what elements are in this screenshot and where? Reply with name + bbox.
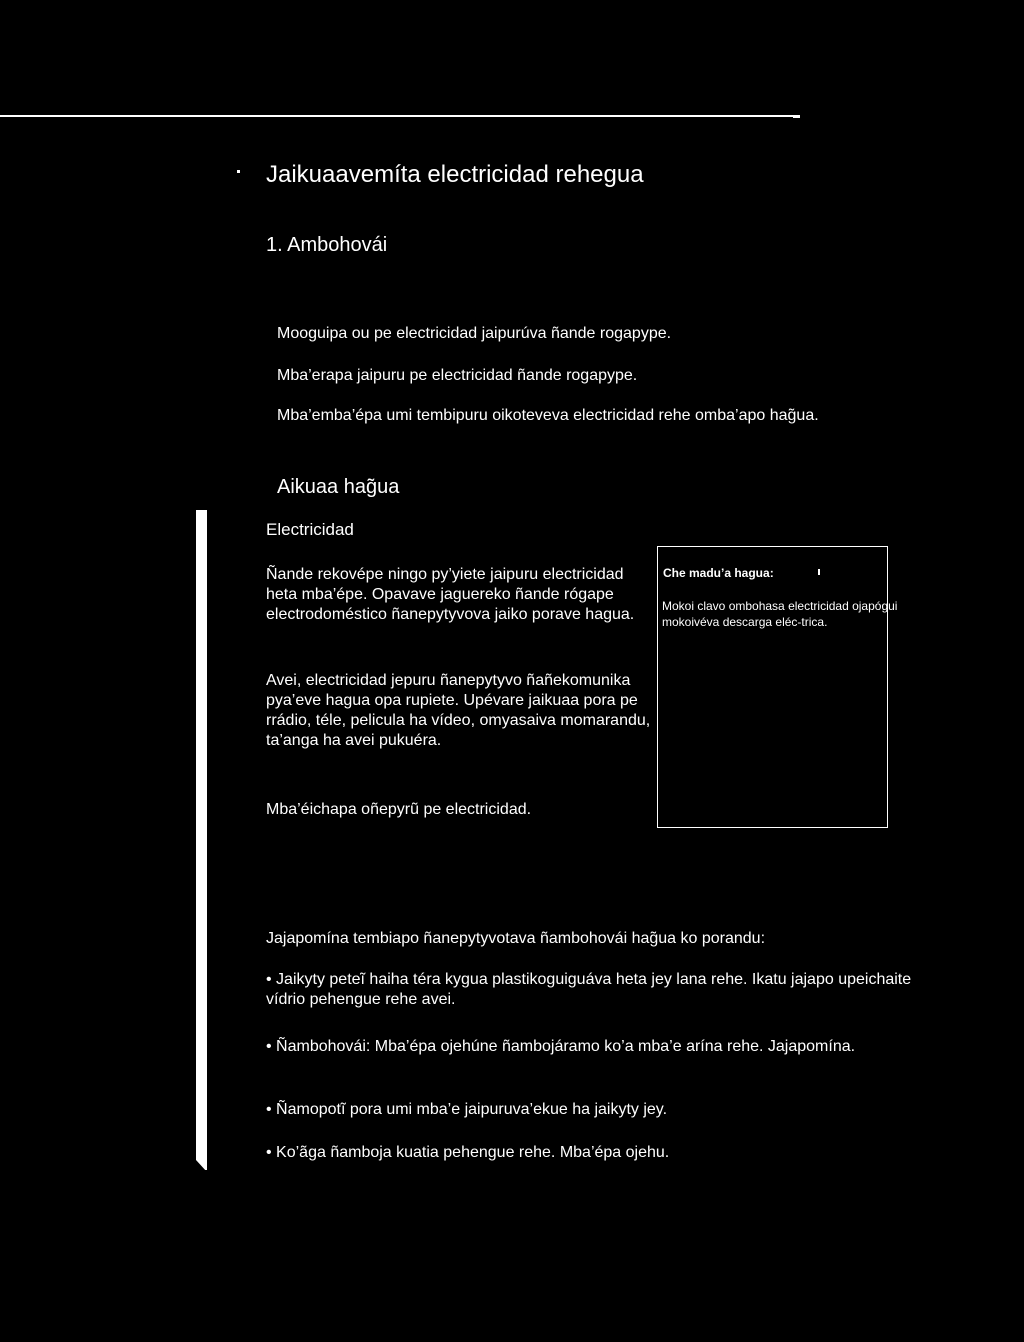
objective-3: Mba’emba’épa umi tembipuru oikoteveva electricidad rehe omba’apo hag̃ua. [277,407,819,424]
callout-title: Che madu’a hagua: [663,566,774,580]
topic-label: Electricidad [266,520,354,539]
instruction-item-3: • Ñamopotĩ pora umi mba’e jaipuruva’ekue ha jaikyty jey. [266,1101,668,1118]
page-title: Jaikuaavemíta electricidad rehegua [266,161,644,188]
instruction-item-4: • Ko’ãga ñamboja kuatia pehengue rehe. Mba’épa ojehu. [266,1144,670,1161]
bullet-dot [237,170,240,173]
section-heading: 1. Ambohovái [266,234,388,256]
body-paragraph-2: Avei, electricidad jepuru ñanepytyvo ñañekomunika pya’eve hagua opa rupiete. Upévare jaikuaa pora pe rrádio, téle, pelicula ha vídeo, omyasaiva momarandu, ta’anga ha avei pukuéra. [266,672,651,749]
objective-1: Mooguipa ou pe electricidad jaipurúva ñande rogapype. [277,325,672,342]
left-margin-bar [196,510,207,1170]
instruction-item-1: • Jaikyty peteĩ haiha téra kygua plastikoguiguáva heta jey lana rehe. Ikatu jajapo upeichaite vídrio pehengue rehe avei. [266,971,912,1008]
body-paragraph-1: Ñande rekovépe ningo py’yiete jaipuru electricidad heta mba’épe. Opavave jaguereko ñande rógape electrodoméstico ñanepytyvova jaiko porave hagua. [266,566,635,623]
instruction-item-2: • Ñambohovái: Mba’épa ojehúne ñambojáramo ko’a mba’e arína rehe. Jajapomína. [266,1038,856,1055]
instructions-intro: Jajapomína tembiapo ñanepytyvotava ñambohovái hag̃ua ko porandu: [266,930,766,947]
callout-text: Mokoi clavo ombohasa electricidad ojapógui mokoivéva descarga eléc-trica. [662,599,898,629]
body-paragraph-3: Mba’éichapa oñepyrũ pe electricidad. [266,801,532,818]
objective-2: Mba’erapa jaipuru pe electricidad ñande rogapype. [277,367,638,384]
callout-mark [818,569,820,575]
divider-end-mark [793,115,800,118]
subsection-heading: Aikuaa hag̃ua [277,476,400,498]
callout-box [657,546,888,828]
top-divider [0,115,793,117]
